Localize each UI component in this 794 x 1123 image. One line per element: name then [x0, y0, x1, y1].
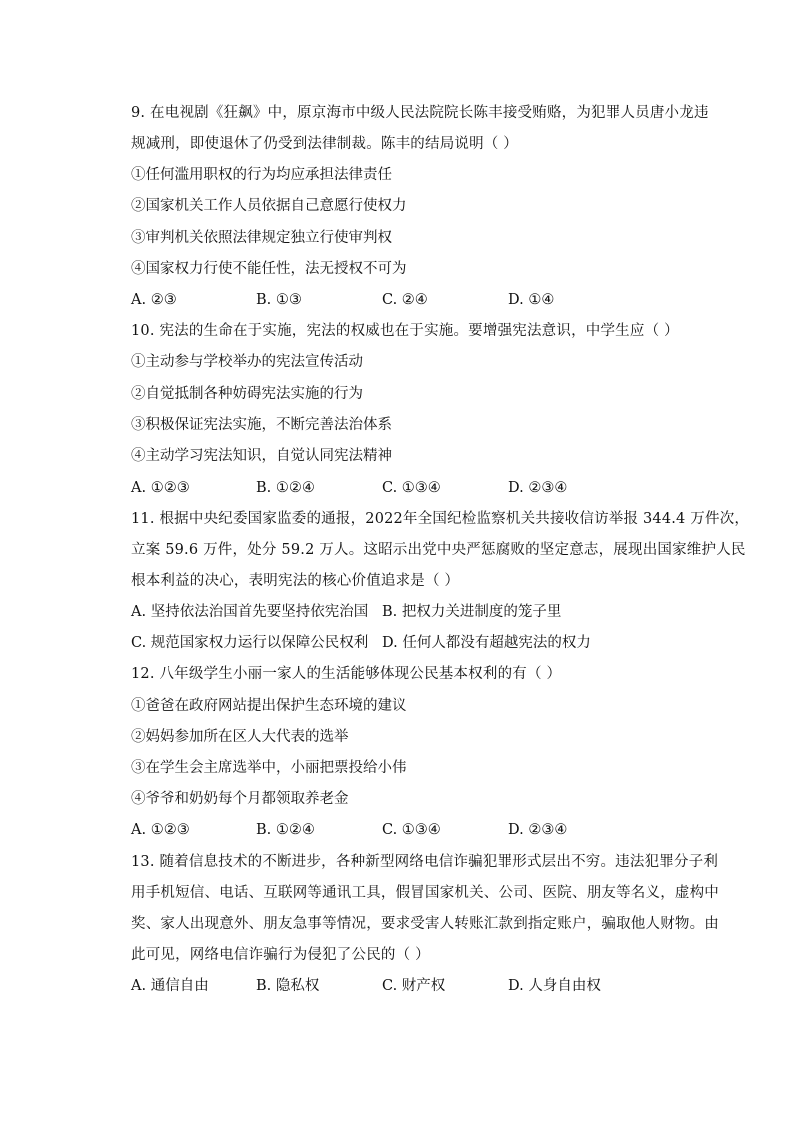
q9-stem-line-2: 规减刑，即使退休了仍受到法律制裁。陈丰的结局说明（ ） [131, 136, 519, 152]
q11-option-b: B. 把权力关进制度的笼子里 [382, 604, 562, 620]
q10-options [131, 478, 701, 498]
q11-stem-line-3: 根本利益的决心，表明宪法的核心价值追求是（ ） [131, 573, 460, 589]
q9-item-1: ①任何滥用职权的行为均应承担法律责任 [131, 167, 392, 183]
q10-option-b: B. ①②④ [256, 480, 315, 496]
q12-item-3: ③在学生会主席选举中，小丽把票投给小伟 [131, 760, 407, 776]
q9-option-d: D. ①④ [508, 292, 555, 308]
q13-options [131, 976, 701, 996]
q11-options-row-2 [131, 633, 701, 653]
q13-stem-line-2: 用手机短信、电话、互联网等通讯工具，假冒国家机关、公司、医院、朋友等名义，虚构中 [131, 885, 719, 901]
q10-item-4: ④主动学习宪法知识，自觉认同宪法精神 [131, 448, 392, 464]
q11-option-c: C. 规范国家权力运行以保障公民权利 [131, 635, 369, 651]
q13-stem-line-1: 13. 随着信息技术的不断进步，各种新型网络电信诈骗犯罪形式层出不穷。违法犯罪分子利 [131, 854, 719, 870]
q9-item-3: ③审判机关依照法律规定独立行使审判权 [131, 230, 392, 246]
q13-stem-line-3: 奖、家人出现意外、朋友急事等情况，要求受害人转账汇款到指定账户，骗取他人财物。由 [131, 916, 719, 932]
q9-option-c: C. ②④ [382, 292, 428, 308]
q12-stem-line-1: 12. 八年级学生小丽一家人的生活能够体现公民基本权利的有（ ） [131, 666, 562, 682]
q13-option-a: A. 通信自由 [131, 978, 209, 994]
q9-stem-line-1: 9. 在电视剧《狂飙》中，原京海市中级人民法院院长陈丰接受贿赂，为犯罪人员唐小龙违 [131, 105, 709, 121]
q12-item-2: ②妈妈参加所在区人大代表的选举 [131, 729, 349, 745]
q12-item-4: ④爷爷和奶奶每个月都领取养老金 [131, 791, 349, 807]
q10-item-3: ③积极保证宪法实施，不断完善法治体系 [131, 417, 392, 433]
q9-options [131, 290, 701, 310]
q12-options [131, 820, 701, 840]
q12-item-1: ①爸爸在政府网站提出保护生态环境的建议 [131, 698, 407, 714]
q12-option-b: B. ①②④ [256, 822, 315, 838]
q9-option-a: A. ②③ [131, 292, 177, 308]
q9-option-b: B. ①③ [256, 292, 302, 308]
q12-option-c: C. ①③④ [382, 822, 441, 838]
q13-option-c: C. 财产权 [382, 978, 446, 994]
q11-options-row-1 [131, 602, 701, 622]
q10-option-c: C. ①③④ [382, 480, 441, 496]
q9-item-4: ④国家权力行使不能任性，法无授权不可为 [131, 261, 407, 277]
q13-option-b: B. 隐私权 [256, 978, 320, 994]
q11-option-d: D. 任何人都没有超越宪法的权力 [382, 635, 591, 651]
q11-stem-line-1: 11. 根据中央纪委国家监委的通报，2022年全国纪检监察机关共接收信访举报 344.4 万件次， [131, 511, 750, 527]
q10-option-a: A. ①②③ [131, 480, 190, 496]
q13-option-d: D. 人身自由权 [508, 978, 601, 994]
q13-stem-line-4: 此可见，网络电信诈骗行为侵犯了公民的（ ） [131, 947, 430, 963]
q12-option-a: A. ①②③ [131, 822, 190, 838]
q10-item-1: ①主动参与学校举办的宪法宣传活动 [131, 354, 363, 370]
q9-item-2: ②国家机关工作人员依据自己意愿行使权力 [131, 198, 407, 214]
q10-item-2: ②自觉抵制各种妨碍宪法实施的行为 [131, 386, 363, 402]
q10-option-d: D. ②③④ [508, 480, 568, 496]
q11-stem-line-2: 立案 59.6 万件，处分 59.2 万人。这昭示出党中央严惩腐败的坚定意志，展现出国家维护人民 [131, 542, 746, 558]
q10-stem-line-1: 10. 宪法的生命在于实施，宪法的权威也在于实施。要增强宪法意识，中学生应（ ） [131, 323, 679, 339]
q12-option-d: D. ②③④ [508, 822, 568, 838]
q11-option-a: A. 坚持依法治国首先要坚持依宪治国 [131, 604, 369, 620]
